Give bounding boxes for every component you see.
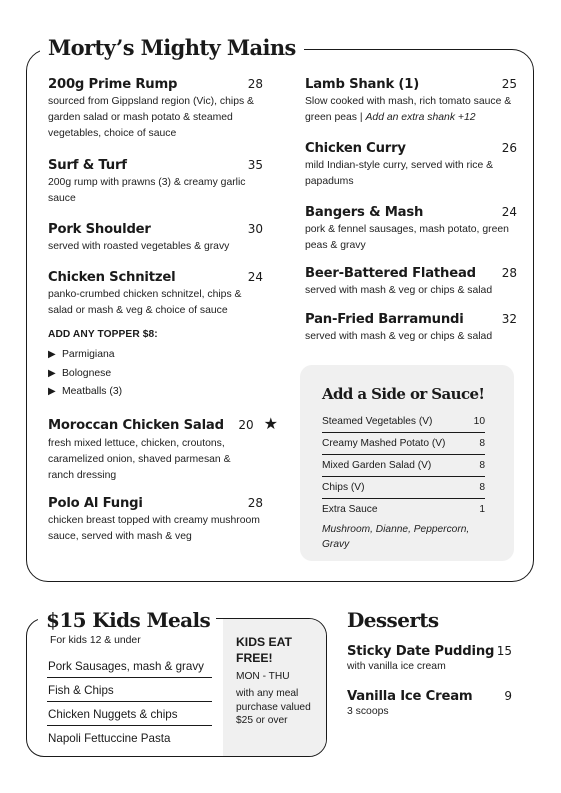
menu-item-prime-rump bbox=[48, 77, 263, 142]
item-name: Chicken Schnitzel bbox=[48, 270, 176, 285]
item-description: served with roasted vegetables & gravy bbox=[48, 241, 230, 252]
item-description: sourced from Gippsland region (Vic), chips & garden salad or mash potato & steamed vegetables, choice of sauce bbox=[48, 96, 254, 139]
item-description: served with mash & veg or chips & salad bbox=[305, 285, 493, 296]
side-row: Extra Sauce 1 bbox=[322, 504, 485, 515]
item-price: 25 bbox=[501, 77, 517, 91]
item-description: Slow cooked with mash, rich tomato sauce & green peas | Add an extra shank +12 bbox=[305, 96, 512, 123]
kids-menu-item: Pork Sausages, mash & gravy bbox=[47, 657, 212, 678]
extra-shank-note: Add an extra shank +12 bbox=[365, 112, 476, 123]
item-name: Moroccan Chicken Salad bbox=[48, 418, 224, 433]
item-price: 28 bbox=[501, 266, 517, 280]
item-name: Lamb Shank (1) bbox=[305, 77, 420, 92]
menu-item-surf-turf bbox=[48, 158, 263, 207]
item-name: Pork Shoulder bbox=[48, 222, 151, 237]
item-name: Chicken Curry bbox=[305, 141, 406, 156]
item-name: Beer-Battered Flathead bbox=[305, 266, 476, 281]
side-row: Creamy Mashed Potato (V) 8 bbox=[322, 433, 485, 455]
item-name: Pan-Fried Barramundi bbox=[305, 312, 464, 327]
topper-section bbox=[48, 329, 248, 402]
item-description: with vanilla ice cream bbox=[347, 661, 446, 672]
topper-option: ▶ Parmigiana bbox=[48, 346, 248, 365]
kids-menu-item: Chicken Nuggets & chips bbox=[47, 705, 212, 726]
topper-option: ▶ Meatballs (3) bbox=[48, 383, 248, 402]
play-triangle-icon: ▶ bbox=[48, 349, 56, 360]
menu-item-polo-al-fungi bbox=[48, 496, 263, 545]
item-price: 24 bbox=[247, 270, 263, 284]
item-name: Sticky Date Pudding bbox=[347, 644, 495, 659]
desserts-title: Desserts bbox=[347, 608, 439, 632]
kids-title: $15 Kids Meals bbox=[38, 605, 216, 635]
menu-item-lamb-shank bbox=[305, 77, 517, 126]
item-name: 200g Prime Rump bbox=[48, 77, 178, 92]
kids-menu-item: Fish & Chips bbox=[47, 681, 212, 702]
kids-subtitle: For kids 12 & under bbox=[50, 635, 141, 646]
menu-item-chicken-curry bbox=[305, 141, 517, 190]
play-triangle-icon: ▶ bbox=[48, 386, 56, 397]
side-row: Chips (V) 8 bbox=[322, 477, 485, 499]
item-price: 28 bbox=[247, 496, 263, 510]
item-description: mild Indian-style curry, served with rice & papadums bbox=[305, 160, 494, 187]
kids-menu-list bbox=[47, 657, 212, 752]
dessert-item bbox=[347, 644, 512, 675]
play-triangle-icon: ▶ bbox=[48, 367, 56, 379]
item-description: chicken breast topped with creamy mushroom sauce, served with mash & veg bbox=[48, 515, 260, 542]
side-row: Mixed Garden Salad (V) 8 bbox=[322, 455, 485, 477]
item-price: 15 bbox=[496, 644, 512, 658]
kids-eat-free-promo bbox=[236, 634, 316, 728]
item-price: 24 bbox=[501, 205, 517, 219]
item-price: 30 bbox=[247, 222, 263, 236]
item-description: 200g rump with prawns (3) & creamy garlic sauce bbox=[48, 177, 246, 204]
item-price: 20 bbox=[238, 418, 254, 432]
item-name: Vanilla Ice Cream bbox=[347, 689, 473, 704]
star-icon: ★ bbox=[263, 416, 278, 433]
menu-item-moroccan-chicken-salad bbox=[48, 414, 278, 484]
menu-item-flathead bbox=[305, 266, 517, 299]
item-name: Polo Al Fungi bbox=[48, 496, 143, 511]
menu-item-chicken-schnitzel bbox=[48, 270, 263, 319]
promo-days: MON - THU bbox=[236, 671, 290, 682]
sides-panel bbox=[300, 365, 514, 561]
sides-title: Add a Side or Sauce! bbox=[322, 385, 485, 403]
item-description: served with mash & veg or chips & salad bbox=[305, 331, 493, 342]
item-description: pork & fennel sausages, mash potato, green peas & gravy bbox=[305, 224, 509, 251]
mains-title: Morty’s Mighty Mains bbox=[40, 33, 304, 63]
menu-item-barramundi bbox=[305, 312, 517, 345]
item-price: 26 bbox=[501, 141, 517, 155]
sauce-options-note: Mushroom, Dianne, Peppercorn, Gravy bbox=[322, 524, 470, 550]
kids-menu-item: Napoli Fettuccine Pasta bbox=[48, 732, 171, 745]
topper-title: ADD ANY TOPPER $8: bbox=[48, 329, 158, 340]
side-row: Steamed Vegetables (V) 10 bbox=[322, 411, 485, 433]
item-name: Bangers & Mash bbox=[305, 205, 424, 220]
topper-option: ▶ Bolognese bbox=[48, 365, 248, 384]
item-price: 35 bbox=[247, 158, 263, 172]
item-description: panko-crumbed chicken schnitzel, chips & salad or mash & veg & choice of sauce bbox=[48, 289, 242, 316]
promo-title: KIDS EAT FREE! bbox=[236, 635, 292, 665]
item-description: fresh mixed lettuce, chicken, croutons, caramelized onion, shaved parmesan & ranch dressing bbox=[48, 438, 231, 481]
topper-list bbox=[48, 346, 248, 402]
promo-text: with any meal purchase valued $25 or over bbox=[236, 688, 311, 726]
item-price: 28 bbox=[247, 77, 263, 91]
item-price: 32 bbox=[501, 312, 517, 326]
item-description: 3 scoops bbox=[347, 706, 389, 717]
dessert-item bbox=[347, 689, 512, 720]
sides-list bbox=[322, 411, 485, 552]
item-name: Surf & Turf bbox=[48, 158, 127, 173]
menu-item-pork-shoulder bbox=[48, 222, 263, 255]
menu-item-bangers-mash bbox=[305, 205, 517, 254]
item-price: 9 bbox=[504, 689, 512, 703]
